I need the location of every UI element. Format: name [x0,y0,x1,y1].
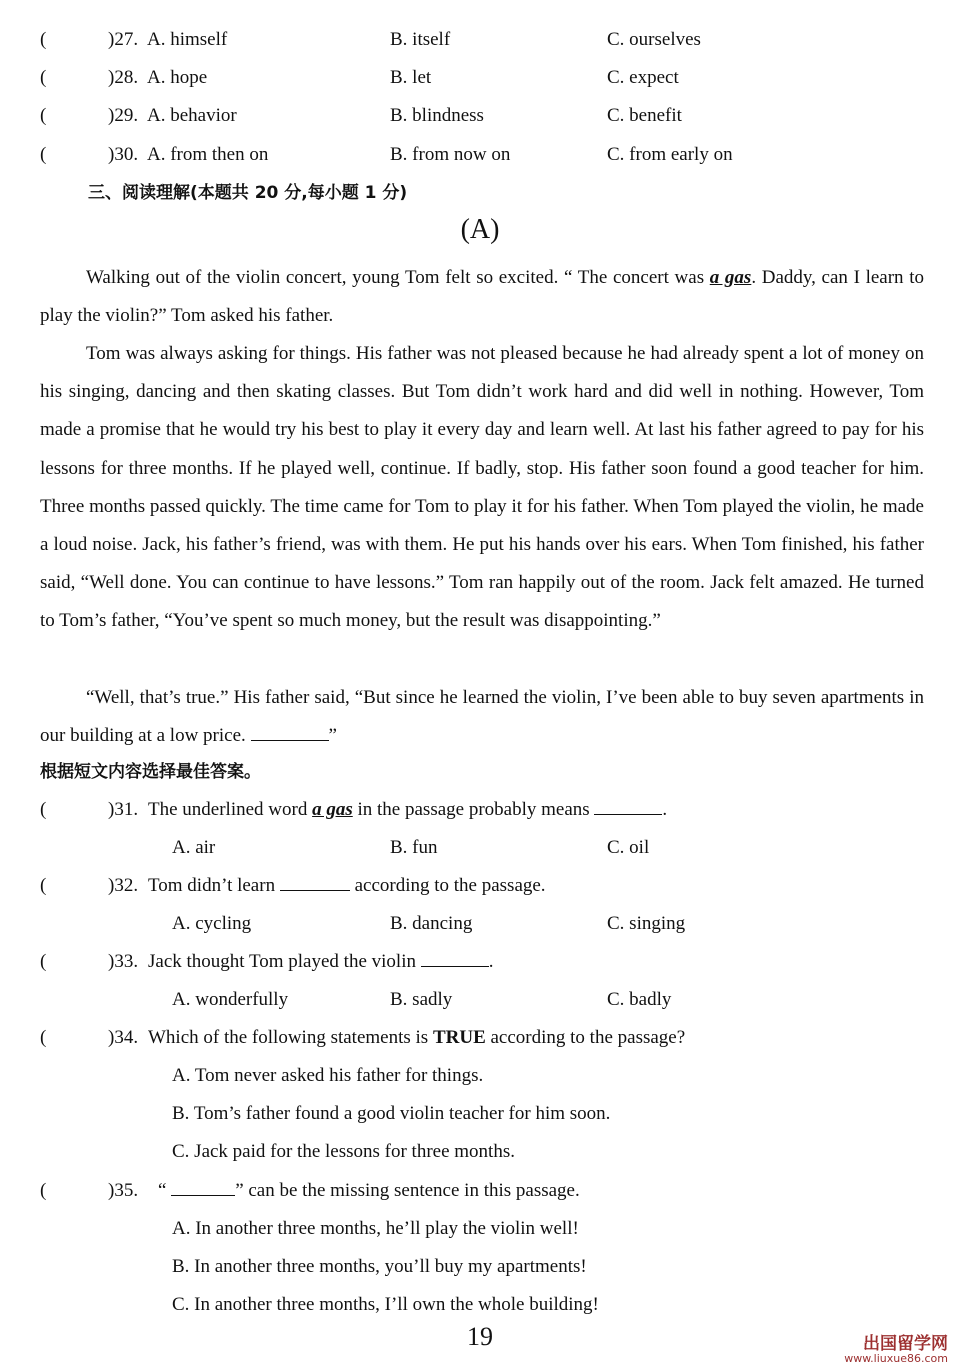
question-33-options [0,985,960,1015]
section-heading: 三、阅读理解(本题共 20 分,每小题 1 分) [88,183,408,203]
question-number: )32. [108,875,139,896]
option-a: A. behavior [147,105,237,126]
answer-paren: ( [40,951,47,972]
passage-title: (A) [460,214,500,245]
answer-paren: ( [40,67,47,88]
option-c: C. from early on [607,144,733,165]
option-a: A. In another three months, he’ll play the violin well! [172,1218,579,1239]
option-a: A. wonderfully [172,989,289,1010]
question-32-options [0,909,960,939]
question-35 [0,1176,960,1206]
answer-paren: ( [40,29,47,50]
answer-blank [171,1177,235,1196]
question-number: )35. [108,1180,139,1201]
option-c: C. ourselves [607,29,701,50]
option-b: B. itself [390,29,451,50]
question-31-options [0,833,960,863]
question-34-option-c [0,1137,960,1167]
page-number: 19 [467,1322,493,1351]
question-number: )30. [108,144,139,165]
answer-paren: ( [40,799,47,820]
option-b: B. fun [390,837,438,858]
option-b: B. from now on [390,144,511,165]
option-a: A. Tom never asked his father for things. [172,1065,484,1086]
underlined-word: a gas [709,267,752,288]
option-c: C. Jack paid for the lessons for three months. [172,1141,515,1162]
option-c: C. In another three months, I’ll own the whole building! [172,1294,599,1315]
instruction: 根据短文内容选择最佳答案。 [40,762,261,782]
question-33 [0,947,960,977]
question-35-option-c [0,1290,960,1320]
question-28 [0,63,960,93]
option-b: B. dancing [390,913,473,934]
answer-blank [280,872,350,891]
answer-paren: ( [40,105,47,126]
option-a: A. himself [147,29,228,50]
question-34-option-b [0,1099,960,1129]
question-number: )33. [108,951,139,972]
question-text: Jack thought Tom played the violin . [148,947,493,977]
question-35-option-b [0,1252,960,1282]
question-text: “ ” can be the missing sentence in this passage. [158,1176,580,1206]
passage-paragraph-1: Walking out of the violin concert, young Tom felt so excited. “ The concert was a gas. Daddy, can I learn to play the violin?” Tom asked his father. [40,267,924,327]
question-31 [0,795,960,825]
answer-blank [594,796,662,815]
passage-paragraph-2: Tom was always asking for things. His father was not pleased because he had already spent a lot of money on his singing, dancing and then skating classes. But Tom didn’t work hard and did well in nothing. However, Tom made a promise that he would try his best to play it every day and learn well. At last his father agreed to pay for his lessons for three months. If he played well, continue. If badly, stop. His father soon found a good teacher for him. Three months passed quickly. The time came for Tom to play it for his father. When Tom played the violin, he made a loud noise. Jack, his father’s friend, was with them. He put his hands over his ears. When Tom finished, his father said, “Well done. You can continue to have lessons.” Tom ran happily out of the room. Jack felt amazed. He turned to Tom’s father, “You’ve spent so much money, but the result was disappointing.” [40,343,924,632]
option-b: B. sadly [390,989,453,1010]
answer-paren: ( [40,144,47,165]
question-number: )28. [108,67,139,88]
question-text: Tom didn’t learn according to the passage. [148,871,546,901]
question-29 [0,101,960,131]
option-a: A. cycling [172,913,252,934]
question-32 [0,871,960,901]
option-c: C. expect [607,67,679,88]
answer-paren: ( [40,875,47,896]
question-text: The underlined word a gas in the passage probably means . [148,795,667,825]
option-b: B. In another three months, you’ll buy my apartments! [172,1256,587,1277]
question-34 [0,1023,960,1053]
answer-paren: ( [40,1180,47,1201]
option-c: C. oil [607,837,650,858]
question-35-option-a [0,1214,960,1244]
option-b: B. Tom’s father found a good violin teacher for him soon. [172,1103,611,1124]
answer-blank [421,948,489,967]
option-c: C. singing [607,913,686,934]
question-34-option-a [0,1061,960,1091]
missing-sentence-blank [251,722,329,741]
question-30 [0,140,960,170]
question-number: )34. [108,1027,139,1048]
option-a: A. from then on [147,144,269,165]
option-c: C. badly [607,989,672,1010]
option-a: A. air [172,837,216,858]
site-watermark: 出国留学网 www.liuxue86.com [844,1333,948,1366]
question-text: Which of the following statements is TRUE according to the passage? [148,1027,686,1048]
option-b: B. let [390,67,432,88]
answer-paren: ( [40,1027,47,1048]
question-number: )27. [108,29,139,50]
question-number: )31. [108,799,139,820]
option-a: A. hope [147,67,208,88]
passage-paragraph-3: “Well, that’s true.” His father said, “But since he learned the violin, I’ve been able to buy seven apartments in our building at a low price. ” [40,687,924,747]
option-c: C. benefit [607,105,682,126]
question-number: )29. [108,105,139,126]
option-b: B. blindness [390,105,484,126]
question-27 [0,25,960,55]
